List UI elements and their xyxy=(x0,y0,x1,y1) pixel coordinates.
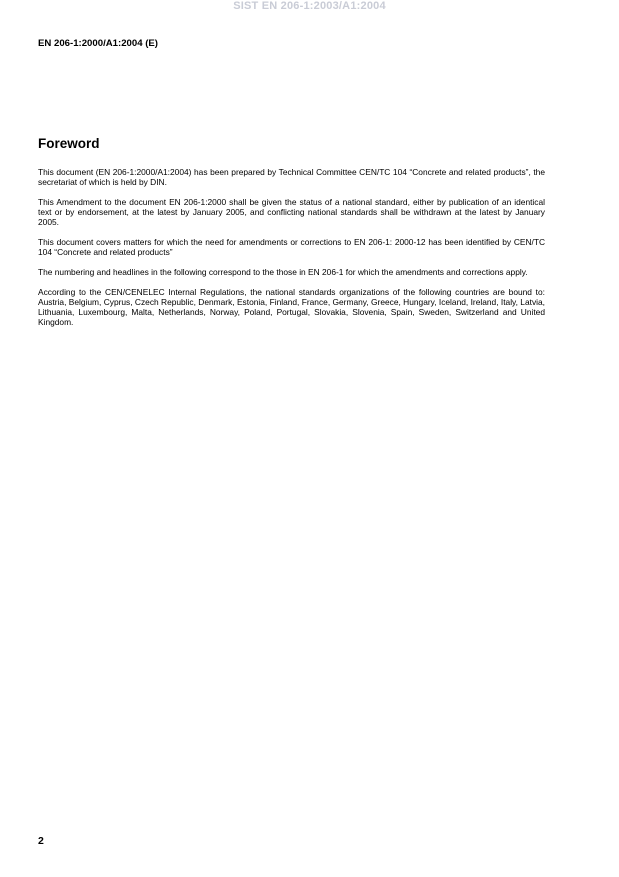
paragraph-status: This Amendment to the document EN 206-1:2000 shall be given the status of a national standard, either by publication of an identical text or by endorsement, at the latest by January 2005, and conflicting national standards shall be withdrawn at the latest by January 2005. xyxy=(38,197,545,227)
paragraph-preparation: This document (EN 206-1:2000/A1:2004) has been prepared by Technical Committee CEN/TC 104 “Concrete and related products”, the secretariat of which is held by DIN. xyxy=(38,167,545,187)
document-id-header: EN 206-1:2000/A1:2004 (E) xyxy=(38,38,158,49)
page-number: 2 xyxy=(38,835,44,847)
paragraph-countries: According to the CEN/CENELEC Internal Regulations, the national standards organizations of the following countries are bound to: Austria, Belgium, Cyprus, Czech Republic, Denmark, Estonia, Finland, France, Germany, Greece, Hungary, Iceland, Ireland, Italy, Latvia, Lithuania, Luxembourg, Malta, Netherlands, Norway, Poland, Portugal, Slovakia, Slovenia, Spain, Sweden, Switzerland and United Kingdom. xyxy=(38,287,545,327)
paragraph-numbering: The numbering and headlines in the following correspond to the those in EN 206-1 for which the amendments and corrections apply. xyxy=(38,267,528,277)
paragraph-scope: This document covers matters for which the need for amendments or corrections to EN 206-1: 2000-12 has been identified by CEN/TC 104 “Concrete and related products” xyxy=(38,237,545,257)
watermark: SIST EN 206-1:2003/A1:2004 xyxy=(233,0,386,12)
foreword-heading: Foreword xyxy=(38,136,100,151)
foreword-body xyxy=(38,167,545,337)
